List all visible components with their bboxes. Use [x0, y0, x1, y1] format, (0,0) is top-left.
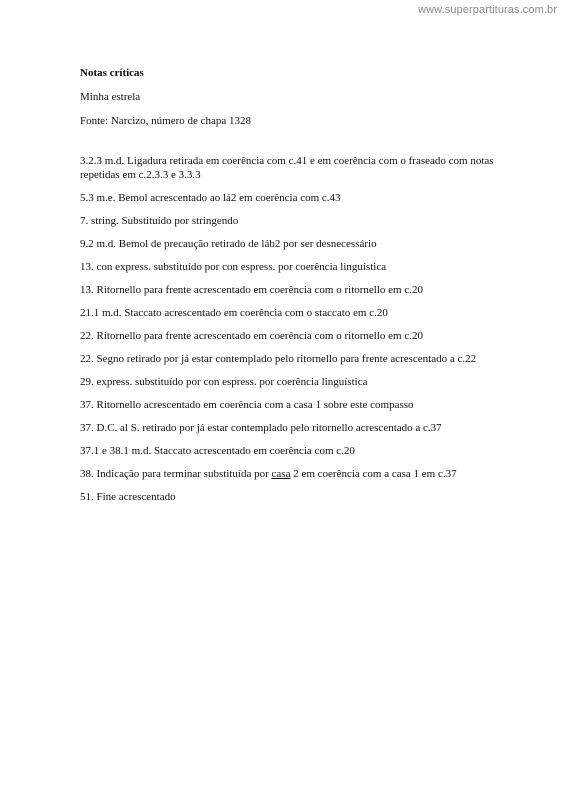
- note-item: 9.2 m.d. Bemol de precaução retirado de láb2 por ser desnecessário: [80, 238, 377, 250]
- source-line: Fonte: Narcizo, número de chapa 1328: [80, 115, 252, 127]
- note-item: 37. D.C. al S. retirado por já estar contemplado pelo ritornello acrescentado a c.37: [80, 422, 442, 434]
- note-item: 37.1 e 38.1 m.d. Staccato acrescentado em coerência com c.20: [80, 445, 355, 457]
- note-item: 51. Fine acrescentado: [80, 491, 176, 503]
- document-title: Notas críticas: [80, 67, 144, 79]
- piece-title: Minha estrela: [80, 91, 141, 103]
- note-item: 5.3 m.e. Bemol acrescentado ao lá2 em coerência com c.43: [80, 192, 341, 204]
- document-body: [80, 66, 500, 513]
- note-text: 2 em coerência com a casa 1 em c.37: [290, 468, 457, 480]
- note-item: 7. string. Substituído por stringendo: [80, 215, 239, 227]
- note-item: 22. Ritornello para frente acrescentado em coerência com o ritornello em c.20: [80, 330, 423, 342]
- note-text: 38. Indicação para terminar substituída por: [80, 468, 272, 480]
- note-item: 37. Ritornello acrescentado em coerência com a casa 1 sobre este compasso: [80, 399, 414, 411]
- note-item: 29. express. substituído por con espress. por coerência linguística: [80, 376, 368, 388]
- watermark: www.superpartituras.com.br: [418, 4, 557, 16]
- note-item: 21.1 m.d. Staccato acrescentado em coerência com o staccato em c.20: [80, 307, 388, 319]
- note-item: 3.2.3 m.d. Ligadura retirada em coerência com c.41 e em coerência com o fraseado com notas repetidas em c.2.3.3 e 3.3.3: [80, 155, 494, 181]
- underlined-term: casa: [271, 468, 291, 480]
- note-item: 13. con express. substituído por con espress. por coerência linguística: [80, 261, 387, 273]
- note-item: [80, 467, 500, 481]
- critical-notes-list: [80, 154, 500, 504]
- note-item: 13. Ritornello para frente acrescentado em coerência com o ritornello em c.20: [80, 284, 423, 296]
- note-item: 22. Segno retirado por já estar contemplado pelo ritornello para frente acrescentado a c.22: [80, 353, 477, 365]
